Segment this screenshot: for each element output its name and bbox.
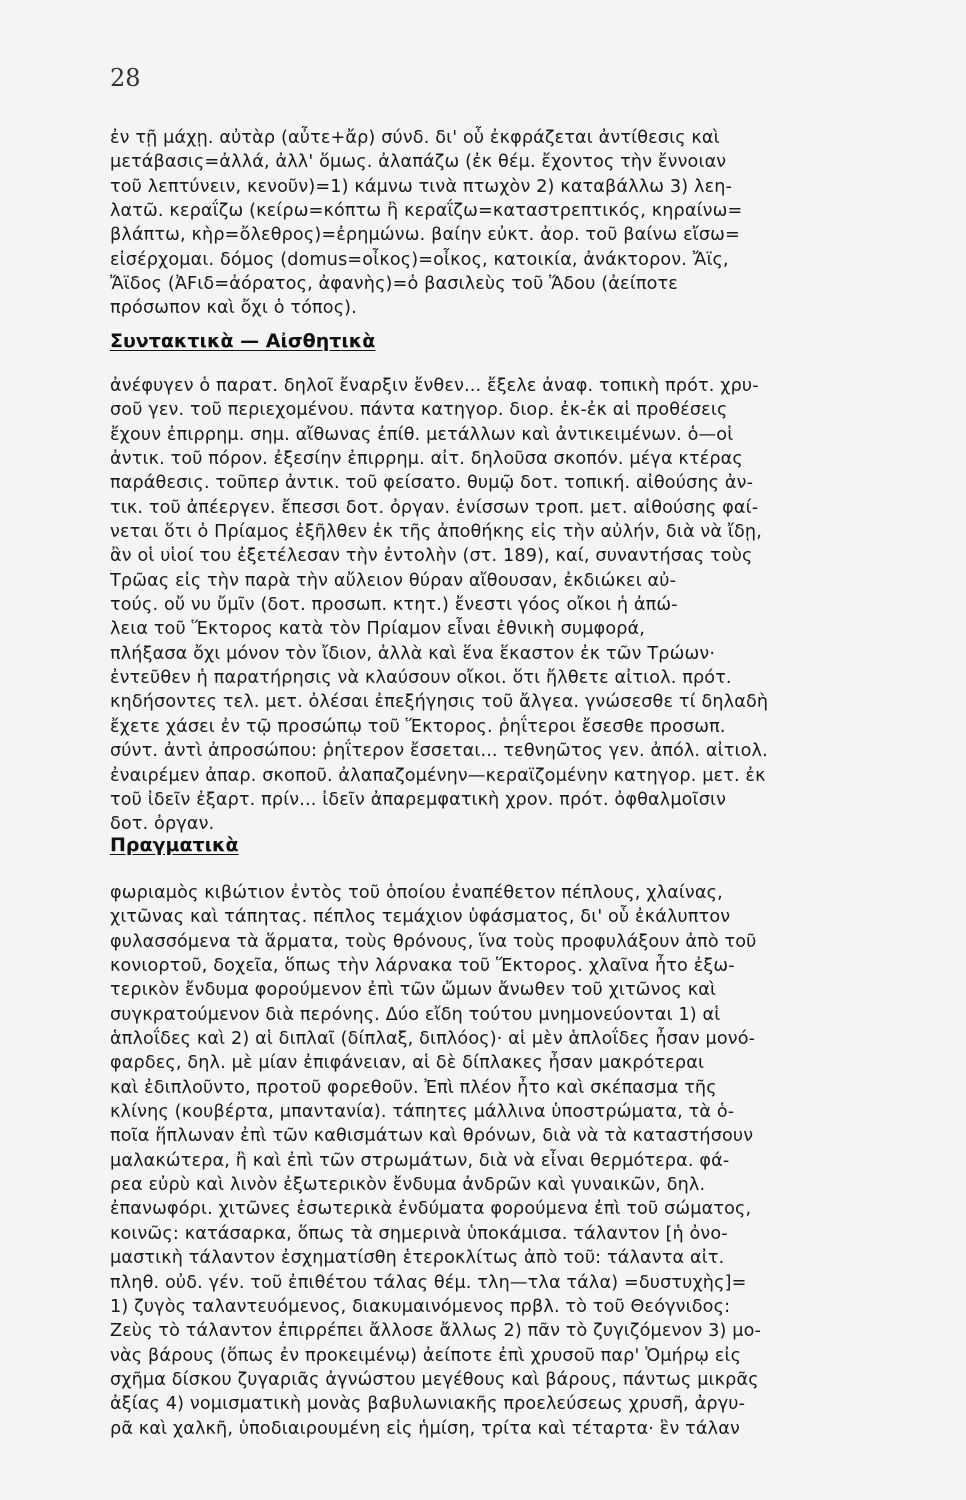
- text-line: κλίνης (κουβέρτα, μπαντανία). τάπητες μάλλινα ὑποστρώματα, τὰ ὁ-: [110, 1102, 735, 1123]
- text-line: Τρῶας εἰς τὴν παρὰ τὴν αὔλειον θύραν αἴθουσαν, ἐκδιώκει αὐ-: [110, 570, 677, 591]
- text-line: κοινῶς: κατάσαρκα, ὅπως τὰ σημερινὰ ὑποκάμισα. τάλαντον [ἡ ὀνο-: [110, 1223, 728, 1244]
- text-line: βλάπτω, κὴρ=ὄλεθρος)=ἐρημώνω. βαίην εὐκτ. ἀορ. τοῦ βαίνω εἴσω=: [110, 225, 740, 246]
- text-line: ἔχουν ἐπιρρημ. σημ. αἴθωνας ἐπίθ. μετάλλων καὶ ἀντικειμένων. ὁ—οἱ: [110, 424, 734, 445]
- text-line: 1) ζυγὸς ταλαντευόμενος, διακυμαινόμενος πρβλ. τὸ τοῦ Θεόγνιδος:: [110, 1296, 731, 1317]
- section-syntactic-text: [110, 374, 932, 837]
- text-line: ἀνέφυγεν ὁ παρατ. δηλοῖ ἔναρξιν ἔνθεν... ἔξελε ἀναφ. τοπικὴ πρότ. χρυ-: [110, 376, 759, 396]
- text-line: μετάβασις=ἀλλά, ἀλλ' ὅμως. ἀλαπάζω (ἐκ θέμ. ἔχοντος τὴν ἔννοιαν: [110, 152, 727, 173]
- section-heading-syntactic: Συντακτικὰ — Αἰσθητικὰ: [110, 330, 376, 352]
- text-line: φωριαμὸς κιβώτιον ἐντὸς τοῦ ὁποίου ἐναπέθετον πέπλους, χλαίνας,: [110, 883, 723, 903]
- text-line: νὰς βάρους (ὅπως ἐν προκειμένῳ) ἀείποτε ἐπὶ χρυσοῦ παρ' Ὁμήρῳ εἰς: [110, 1345, 742, 1366]
- section-factual-text: [110, 881, 932, 1441]
- text-line: φυλασσόμενα τὰ ἅρματα, τοὺς θρόνους, ἵνα τοὺς προφυλάξουν ἀπὸ τοῦ: [110, 931, 757, 952]
- text-line: ἁπλοΐδες καὶ 2) αἱ διπλαῖ (δίπλαξ, διπλόος)· αἱ μὲν ἁπλοΐδες ἦσαν μονό-: [110, 1029, 756, 1050]
- text-line: φαρδες, δηλ. μὲ μίαν ἐπιφάνειαν, αἱ δὲ δίπλακες ἦσαν μακρότεραι: [110, 1053, 705, 1074]
- text-line: λεια τοῦ Ἕκτορος κατὰ τὸν Πρίαμον εἶναι ἐθνικὴ συμφορά,: [110, 619, 646, 640]
- page-number: 28: [110, 64, 141, 92]
- text-line: μαλακώτερα, ἢ καὶ ἐπὶ τῶν στρωμάτων, διὰ νὰ εἶναι θερμότερα. φά-: [110, 1150, 730, 1171]
- text-line: ἐν τῇ μάχῃ. αὐτὰρ (αὖτε+ἄρ) σύνδ. δι' οὗ ἐκφράζεται ἀντίθεσις καὶ: [110, 128, 720, 148]
- text-line: ἔχετε χάσει ἐν τῷ προσώπῳ τοῦ Ἕκτορος. ῥηΐτεροι ἔσεσθε προσωπ.: [110, 716, 726, 737]
- text-line: Ἄϊδος (ἈFιδ=ἀόρατος, ἀφανὴς)=ὁ βασιλεὺς τοῦ Ἅδου (ἀείποτε: [110, 274, 678, 295]
- text-line: παράθεσις. τοῦπερ ἀντικ. τοῦ φείσατο. θυμῷ δοτ. τοπική. αἰθούσης ἀν-: [110, 473, 754, 494]
- text-line: ποῖα ἥπλωναν ἐπὶ τῶν καθισμάτων καὶ θρόνων, διὰ νὰ τὰ καταστήσουν: [110, 1126, 754, 1147]
- text-line: συγκρατούμενον διὰ περόνης. Δύο εἴδη τούτου μνημονεύονται 1) αἱ: [110, 1004, 721, 1025]
- text-line: τούς. οὔ νυ ὔμῖν (δοτ. προσωπ. κτητ.) ἔνεστι γόος οἴκοι ἡ ἀπώ-: [110, 595, 678, 616]
- text-line: τικ. τοῦ ἀπέεργεν. ἔπεσσι δοτ. ὀργαν. ἐνίσσων τροπ. μετ. αἰθούσης φαί-: [110, 497, 759, 518]
- section-heading-factual: Πραγματικὰ: [110, 834, 239, 856]
- text-line: σοῦ γεν. τοῦ περιεχομένου. πάντα κατηγορ. διορ. ἐκ-ἐκ αἱ προθέσεις: [110, 400, 728, 421]
- text-line: ρᾶ καὶ χαλκῆ, ὑποδιαιρουμένη εἰς ἡμίση, τρίτα καὶ τέταρτα· ἓν τάλαν: [110, 1418, 740, 1439]
- text-line: Ζεὺς τὸ τάλαντον ἐπιρρέπει ἄλλοσε ἄλλως 2) πᾶν τὸ ζυγιζόμενον 3) μο-: [110, 1321, 762, 1342]
- text-line: κηδήσοντες τελ. μετ. ὀλέσαι ἐπεξήγησις τοῦ ἄλγεα. γνώσεσθε τί δηλαδὴ: [110, 692, 769, 713]
- text-line: χιτῶνας καὶ τάπητας. πέπλος τεμάχιον ὑφάσματος, δι' οὗ ἐκάλυπτον: [110, 907, 731, 928]
- text-line: ἐντεῦθεν ἡ παρατήρησις νὰ κλαύσουν οἴκοι. ὅτι ἤλθετε αἰτιολ. πρότ.: [110, 668, 732, 689]
- text-line: ρεα εὐρὺ καὶ λινὸν ἐξωτερικὸν ἔνδυμα ἀνδρῶν καὶ γυναικῶν, δηλ.: [110, 1175, 706, 1196]
- text-line: μαστικὴ τάλαντον ἐσχηματίσθη ἑτεροκλίτως ἀπὸ τοῦ: τάλαντα αἰτ.: [110, 1248, 725, 1269]
- text-line: ἐπανωφόρι. χιτῶνες ἐσωτερικὰ ἐνδύματα φορούμενα ἐπὶ τοῦ σώματος,: [110, 1199, 752, 1220]
- text-line: λατῶ. κεραΐζω (κείρω=κόπτω ἢ κεραΐζω=καταστρεπτικός, κηραίνω=: [110, 201, 743, 222]
- text-line: σχῆμα δίσκου ζυγαριᾶς ἀγνώστου μεγέθους καὶ βάρους, πάντως μικρᾶς: [110, 1369, 759, 1390]
- text-line: πλήξασα ὄχι μόνον τὸν ἴδιον, ἀλλὰ καὶ ἕνα ἕκαστον ἐκ τῶν Τρώων·: [110, 643, 716, 664]
- text-line: τερικὸν ἔνδυμα φορούμενον ἐπὶ τῶν ὤμων ἄνωθεν τοῦ χιτῶνος καὶ: [110, 980, 717, 1001]
- text-line: ἐναιρέμεν ἀπαρ. σκοποῦ. ἀλαπαζομένην—κεραϊζομένην κατηγορ. μετ. ἐκ: [110, 765, 766, 786]
- text-line: τοῦ ἰδεῖν ἐξαρτ. πρίν... ἰδεῖν ἀπαρεμφατικὴ χρον. πρότ. ὀφθαλμοῖσιν: [110, 789, 727, 810]
- text-line: νεται ὅτι ὁ Πρίαμος ἐξῆλθεν ἐκ τῆς ἀποθήκης εἰς τὴν αὐλήν, διὰ νὰ ἴδῃ,: [110, 522, 762, 543]
- text-line: κονιορτοῦ, δοχεῖα, ὅπως τὴν λάρνακα τοῦ Ἕκτορος. χλαῖνα ἦτο ἐξω-: [110, 956, 735, 977]
- text-line: πληθ. οὐδ. γέν. τοῦ ἐπιθέτου τάλας θέμ. τλη—τλα τάλα) =δυστυχὴς]=: [110, 1272, 747, 1293]
- text-line: ἀξίας 4) νομισματικὴ μονὰς βαβυλωνιακῆς προελεύσεως χρυσῆ, ἀργυ-: [110, 1394, 746, 1415]
- text-line: ἂν οἱ υἱοί του ἐξετέλεσαν τὴν ἐντολὴν (στ. 189), καί, συναντήσας τοὺς: [110, 546, 753, 567]
- text-line: δοτ. ὀργαν.: [110, 814, 215, 835]
- text-line: εἰσέρχομαι. δόμος (domus=οἶκος)=οἶκος, κατοικία, ἀνάκτορον. Ἄϊς,: [110, 249, 729, 270]
- text-line: πρόσωπον καὶ ὄχι ὁ τόπος).: [110, 298, 357, 319]
- text-line: σύντ. ἀντὶ ἀπροσώπου: ῥηΐτερον ἔσσεται... τεθνηῶτος γεν. ἀπόλ. αἰτιολ.: [110, 741, 768, 762]
- text-line: ἀντικ. τοῦ πόρον. ἐξεσίην ἐπιρρημ. αἰτ. δηλοῦσα σκοπόν. μέγα κτέρας: [110, 449, 743, 470]
- text-line: καὶ ἐδιπλοῦντο, προτοῦ φορεθοῦν. Ἐπὶ πλέον ἦτο καὶ σκέπασμα τῆς: [110, 1077, 717, 1098]
- intro-paragraph: [110, 126, 932, 321]
- text-line: τοῦ λεπτύνειν, κενοῦν)=1) κάμνω τινὰ πτωχὸν 2) καταβάλλω 3) λεη-: [110, 176, 733, 197]
